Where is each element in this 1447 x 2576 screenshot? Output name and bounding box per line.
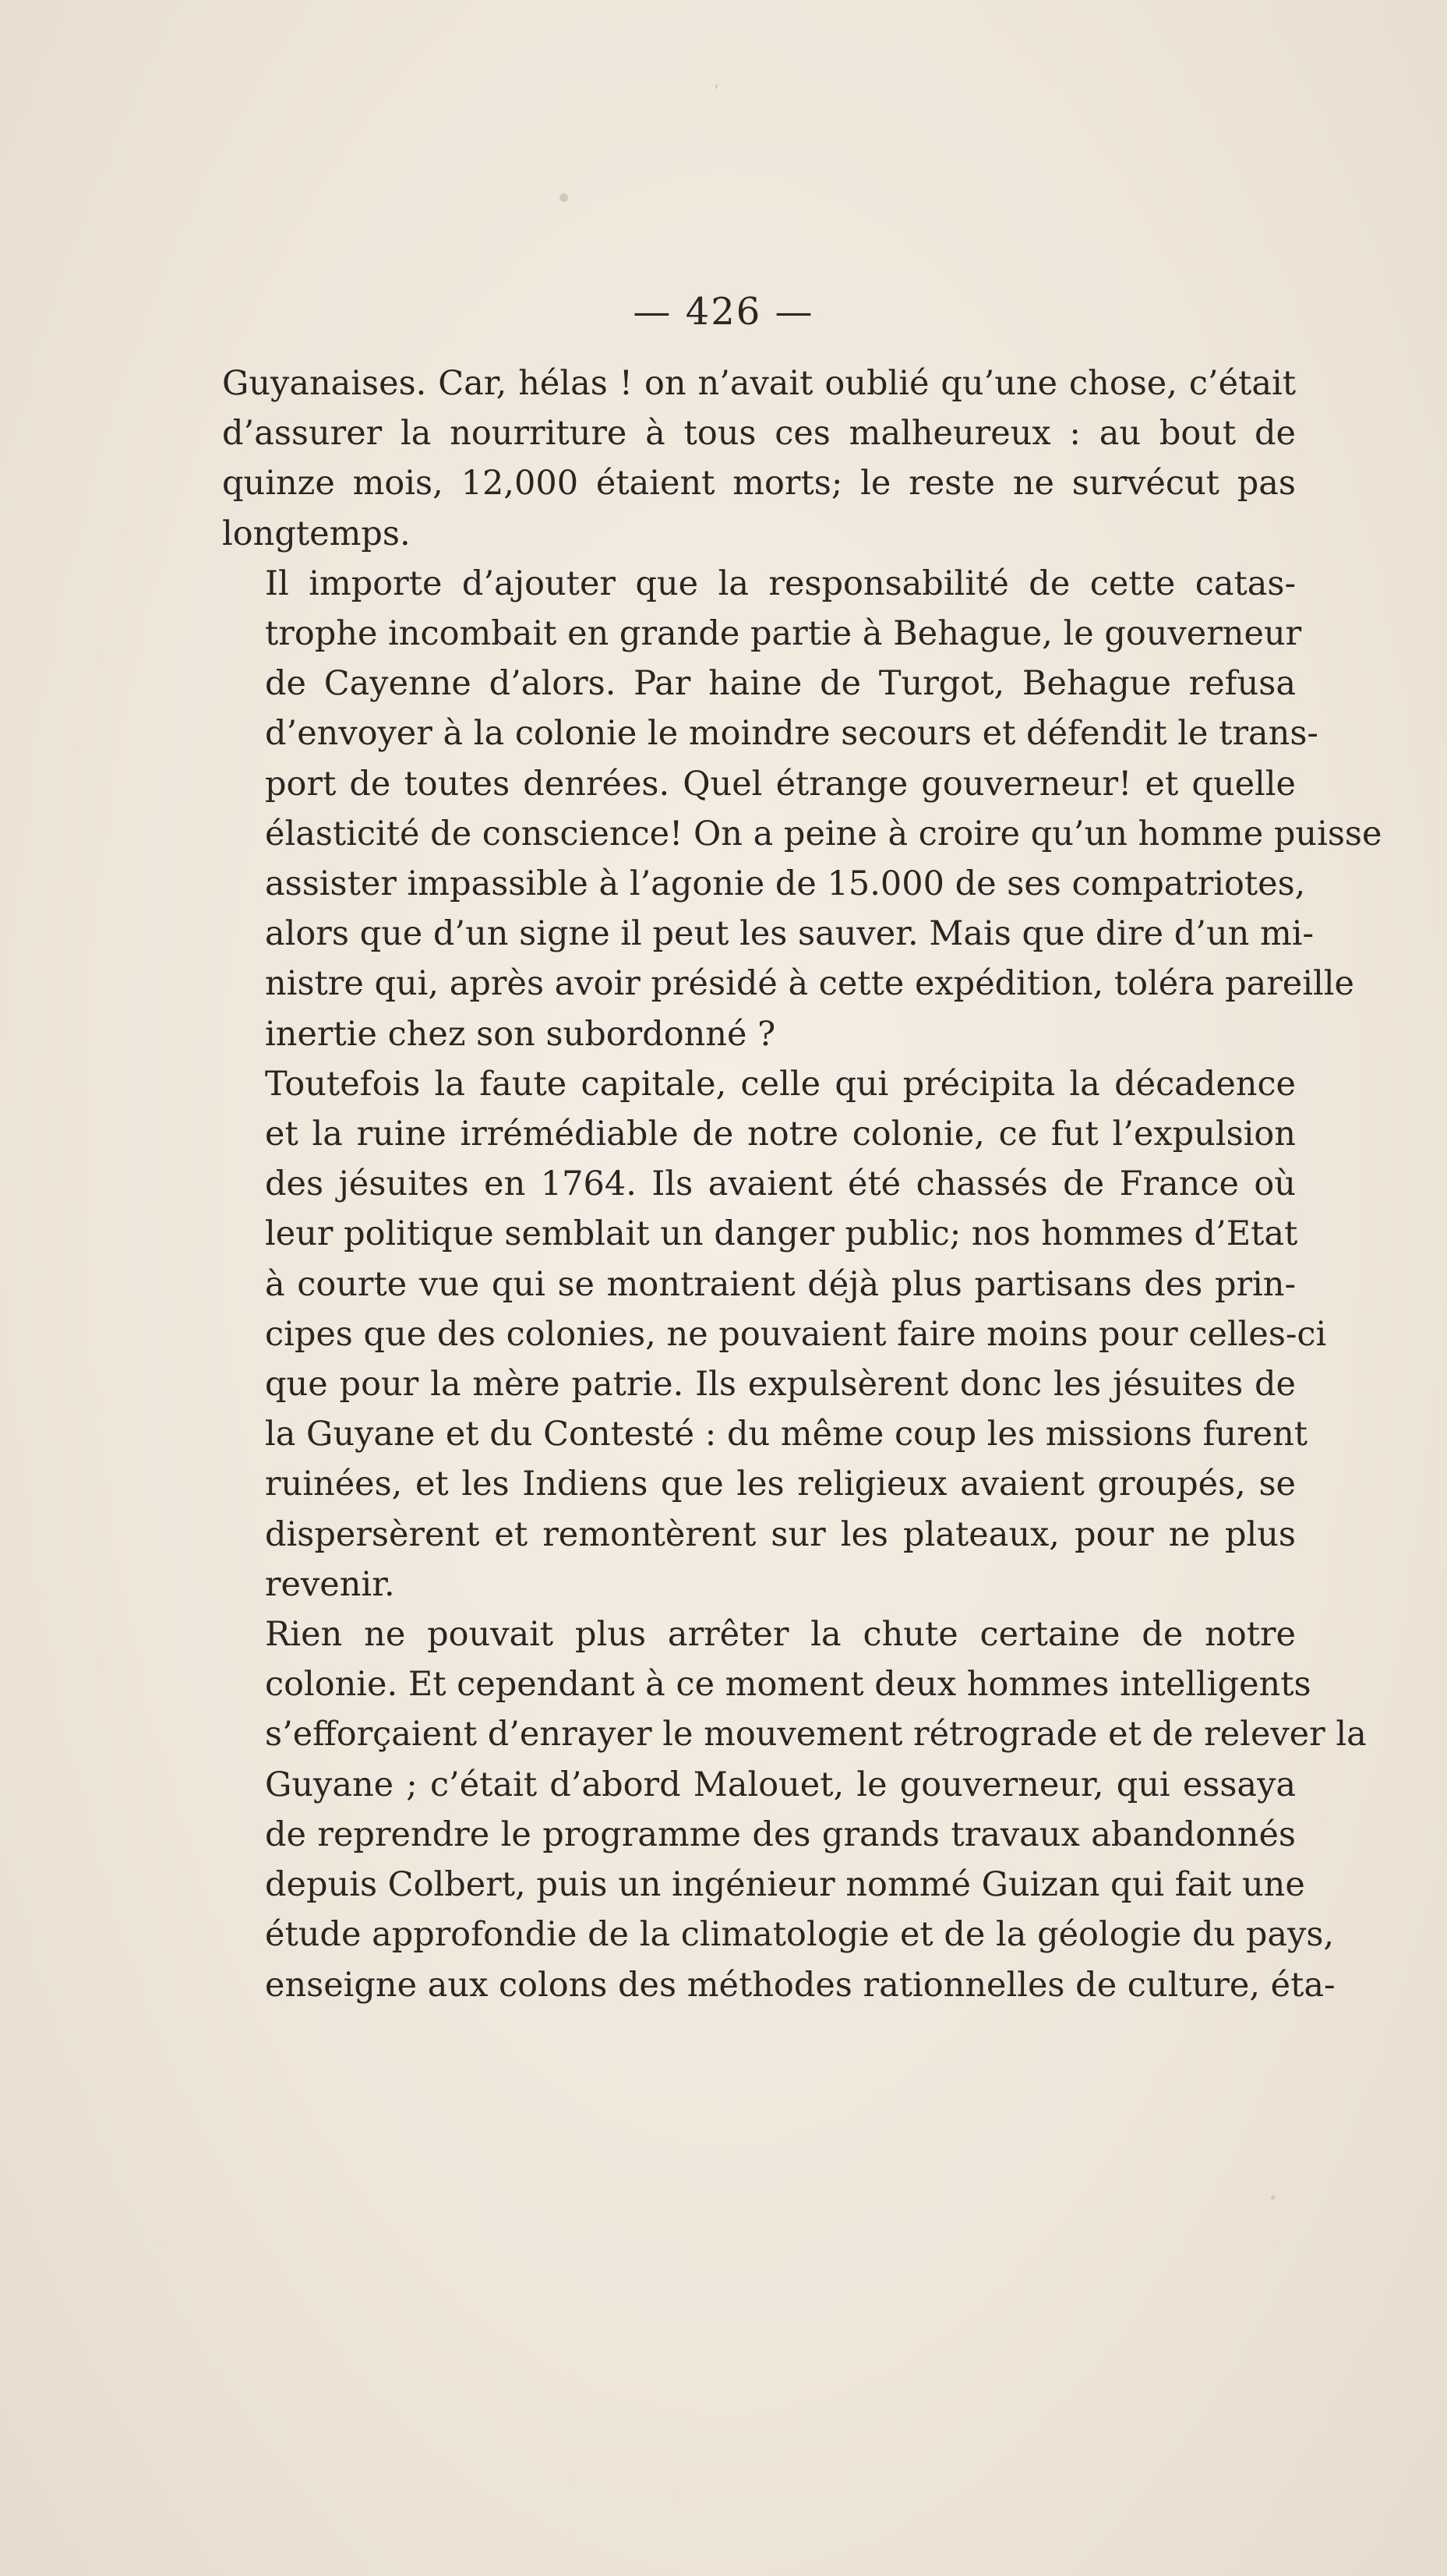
text-line: inertie chez son subordonné ? [265, 1014, 776, 1054]
text-line: de Cayenne d’alors. Par haine de Turgot, Behague refusa [265, 664, 1296, 704]
text-line: que pour la mère patrie. Ils expulsèrent donc les jésuites de [265, 1365, 1296, 1405]
text-line: à courte vue qui se montraient déjà plus partisans des prin- [265, 1264, 1296, 1304]
text-line: dispersèrent et remontèrent sur les plateaux, pour ne plus [265, 1514, 1296, 1554]
text-line: étude approfondie de la climatologie et de la géologie du pays, [265, 1915, 1335, 1955]
text-line: depuis Colbert, puis un ingénieur nommé Guizan qui fait une [265, 1865, 1305, 1905]
text-line: d’envoyer à la colonie le moindre secours et défendit le trans- [265, 714, 1318, 754]
text-line: Il importe d’ajouter que la responsabilité de cette catas- [265, 564, 1296, 603]
paragraph [222, 1059, 1327, 1610]
text-line: ruinées, et les Indiens que les religieux avaient groupés, se [265, 1465, 1296, 1504]
text-line: Rien ne pouvait plus arrêter la chute certaine de notre [265, 1615, 1296, 1655]
text-line: revenir. [265, 1564, 395, 1604]
text-line: enseigne aux colons des méthodes rationnelles de culture, éta- [265, 1965, 1336, 2005]
text-line: de reprendre le programme des grands travaux abandonnés [265, 1815, 1296, 1854]
text-line: longtemps. [222, 514, 411, 553]
text-line: port de toutes denrées. Quel étrange gouverneur! et quelle [265, 764, 1296, 804]
text-line: colonie. Et cependant à ce moment deux hommes intelligents [265, 1665, 1311, 1705]
text-line: assister impassible à l’agonie de 15.000 de ses compatriotes, [265, 864, 1306, 904]
text-line: des jésuites en 1764. Ils avaient été chassés de France où [265, 1164, 1296, 1204]
text-line: Guyane ; c’était d’abord Malouet, le gouverneur, qui essaya [265, 1765, 1296, 1804]
text-line: élasticité de conscience! On a peine à croire qu’un homme puisse [265, 814, 1382, 853]
text-line: d’assurer la nourriture à tous ces malheureux : au bout de [222, 414, 1296, 454]
text-line: trophe incombait en grande partie à Behague, le gouverneur [265, 614, 1302, 654]
paper-speck [1271, 2196, 1275, 2200]
paper-speck [559, 193, 568, 202]
body-text [222, 359, 1382, 2010]
paragraph [222, 559, 1382, 1059]
text-line: s’efforçaient d’enrayer le mouvement rétrograde et de relever la [265, 1715, 1367, 1754]
paper-speck [715, 84, 718, 89]
text-line: alors que d’un signe il peut les sauver. Mais que dire d’un mi- [265, 914, 1315, 954]
text-line: leur politique semblait un danger public; nos hommes d’Etat [265, 1214, 1298, 1254]
text-line: et la ruine irrémédiable de notre colonie, ce fut l’expulsion [265, 1115, 1296, 1154]
text-line: cipes que des colonies, ne pouvaient faire moins pour celles-ci [265, 1314, 1327, 1354]
text-line: Guyanaises. Car, hélas ! on n’avait oublié qu’une chose, c’était [222, 364, 1296, 403]
text-line: nistre qui, après avoir présidé à cette expédition, toléra pareille [265, 964, 1354, 1004]
page-number: — 426 — [633, 290, 814, 334]
text-line: la Guyane et du Contesté : du même coup les missions furent [265, 1415, 1308, 1454]
paragraph [222, 1610, 1367, 2010]
text-line: Toutefois la faute capitale, celle qui précipita la décadence [265, 1064, 1296, 1104]
paragraph [222, 359, 1296, 559]
text-line: quinze mois, 12,000 étaient morts; le reste ne survécut pas [222, 464, 1296, 504]
